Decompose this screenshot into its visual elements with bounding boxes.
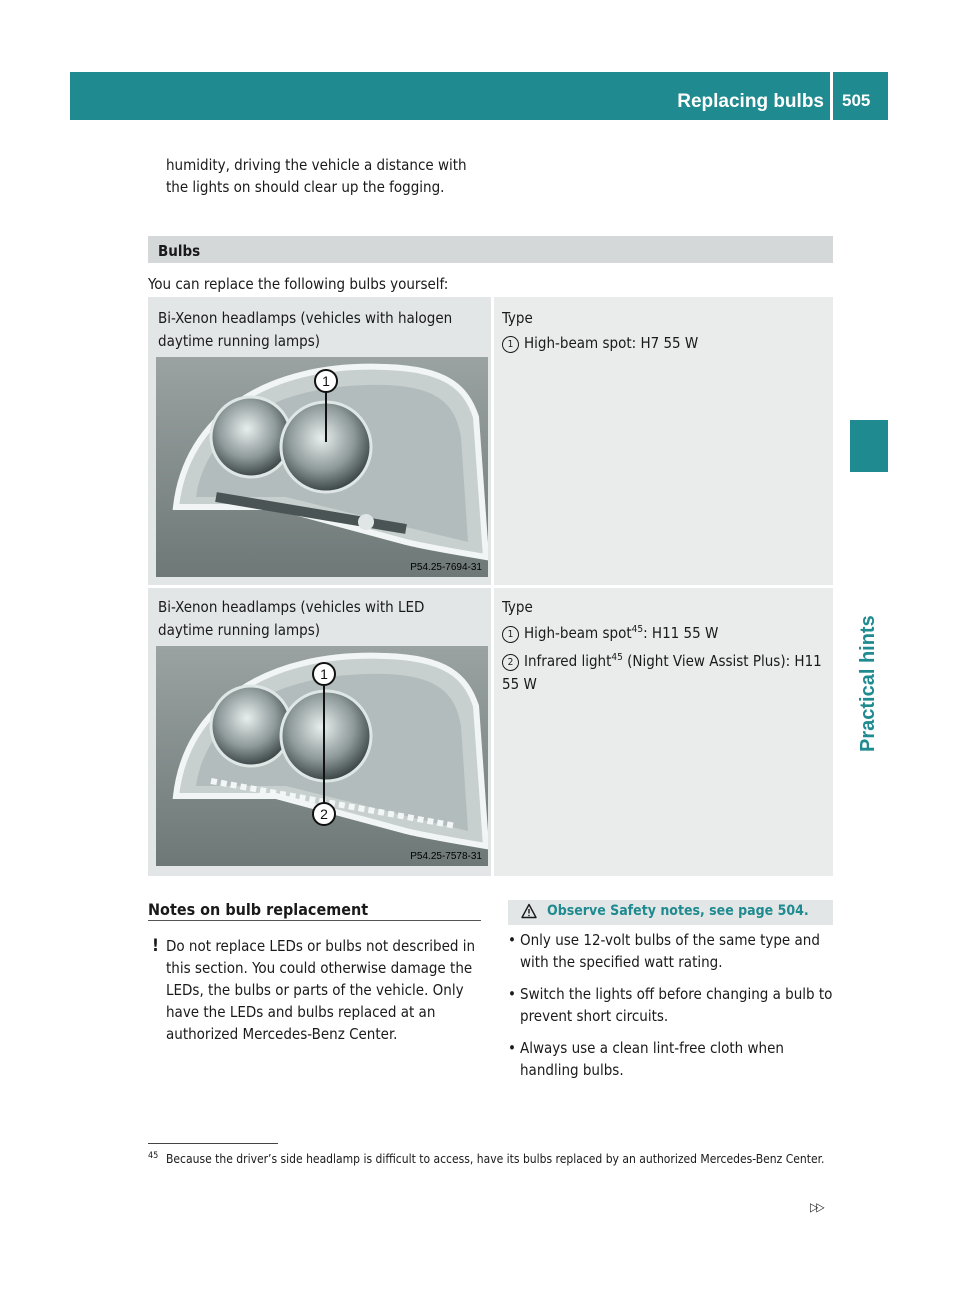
- header-separator: [830, 72, 833, 120]
- footnote-ref: 45: [631, 624, 644, 635]
- bulbs-heading: Bulbs: [158, 242, 201, 260]
- footnote-rule: [148, 1143, 278, 1144]
- notes-heading-rule: [148, 920, 481, 921]
- row1-type-label: Type: [502, 309, 533, 327]
- row1-description: Bi-Xenon headlamps (vehicles with halogen daytime running lamps): [158, 309, 453, 350]
- row1-item-1-label: High-beam spot: H7 55 W: [524, 334, 699, 352]
- page-section-title: Replacing bulbs: [677, 91, 824, 112]
- callout-1: 1: [320, 666, 328, 682]
- bulbs-intro: You can replace the following bulbs yourself:: [148, 275, 449, 293]
- marker-1-icon: 1: [502, 626, 519, 643]
- footnote-ref: 45: [611, 652, 623, 663]
- side-tab-marker: [850, 420, 888, 472]
- row2-type-label: Type: [502, 598, 533, 616]
- row2-description: Bi-Xenon headlamps (vehicles with LED daytime running lamps): [158, 598, 425, 639]
- row1-item-1: [502, 332, 827, 355]
- safety-notes-link[interactable]: Observe Safety notes, see page 504.: [547, 903, 809, 919]
- bulbs-heading-bar: [148, 236, 833, 263]
- list-item: • Only use 12-volt bulbs of the same type and with the specified watt rating.: [508, 929, 838, 973]
- image-ref-code: P54.25-7694-31: [410, 562, 482, 573]
- callout-2: 2: [320, 806, 328, 822]
- row2-item-2: [502, 650, 827, 696]
- caution-paragraph: Do not replace LEDs or bulbs not described in this section. You could otherwise damage the LEDs, the bulbs or parts of the vehicle. Only have the LEDs and bulbs replaced at an authorized Mercedes-Benz Center.: [166, 937, 476, 1043]
- footnote-text: Because the driver’s side headlamp is difficult to access, have its bulbs replaced by an authorized Mercedes-Benz Center.: [166, 1152, 825, 1166]
- caution-icon: !: [152, 936, 159, 956]
- marker-2-icon: 2: [502, 654, 519, 671]
- row2-item-2-label-start: Infrared light: [524, 652, 612, 670]
- intro-paragraph: humidity, driving the vehicle a distance with the lights on should clear up the fogging.: [166, 156, 467, 196]
- row2-item-1: [502, 622, 827, 645]
- side-tab-label: Practical hints: [857, 615, 879, 752]
- continue-arrow-icon: ▷▷: [810, 1200, 823, 1214]
- image-ref-code: P54.25-7578-31: [410, 851, 482, 862]
- marker-1-icon: 1: [502, 336, 519, 353]
- headlamp-halogen-drl-image: [156, 357, 488, 577]
- safety-bullet-list: [508, 929, 838, 1091]
- notes-heading: Notes on bulb replacement: [148, 900, 369, 919]
- headlamp-led-drl-image: [156, 646, 488, 866]
- footnote-number: 45: [148, 1151, 159, 1161]
- row2-item-2-label-end: (Night View Assist Plus): H11 55 W: [502, 652, 822, 693]
- row2-item-1-label-end: : H11 55 W: [643, 624, 719, 642]
- warning-triangle-icon: [521, 903, 537, 923]
- row2-item-1-label-start: High-beam spot: [524, 624, 632, 642]
- page-number: 505: [842, 91, 871, 110]
- list-item: • Switch the lights off before changing a bulb to prevent short circuits.: [508, 983, 838, 1027]
- side-tab: [852, 482, 888, 752]
- list-item: • Always use a clean lint-free cloth when handling bulbs.: [508, 1037, 838, 1081]
- table-column-divider: [491, 297, 494, 876]
- callout-1: 1: [322, 373, 330, 389]
